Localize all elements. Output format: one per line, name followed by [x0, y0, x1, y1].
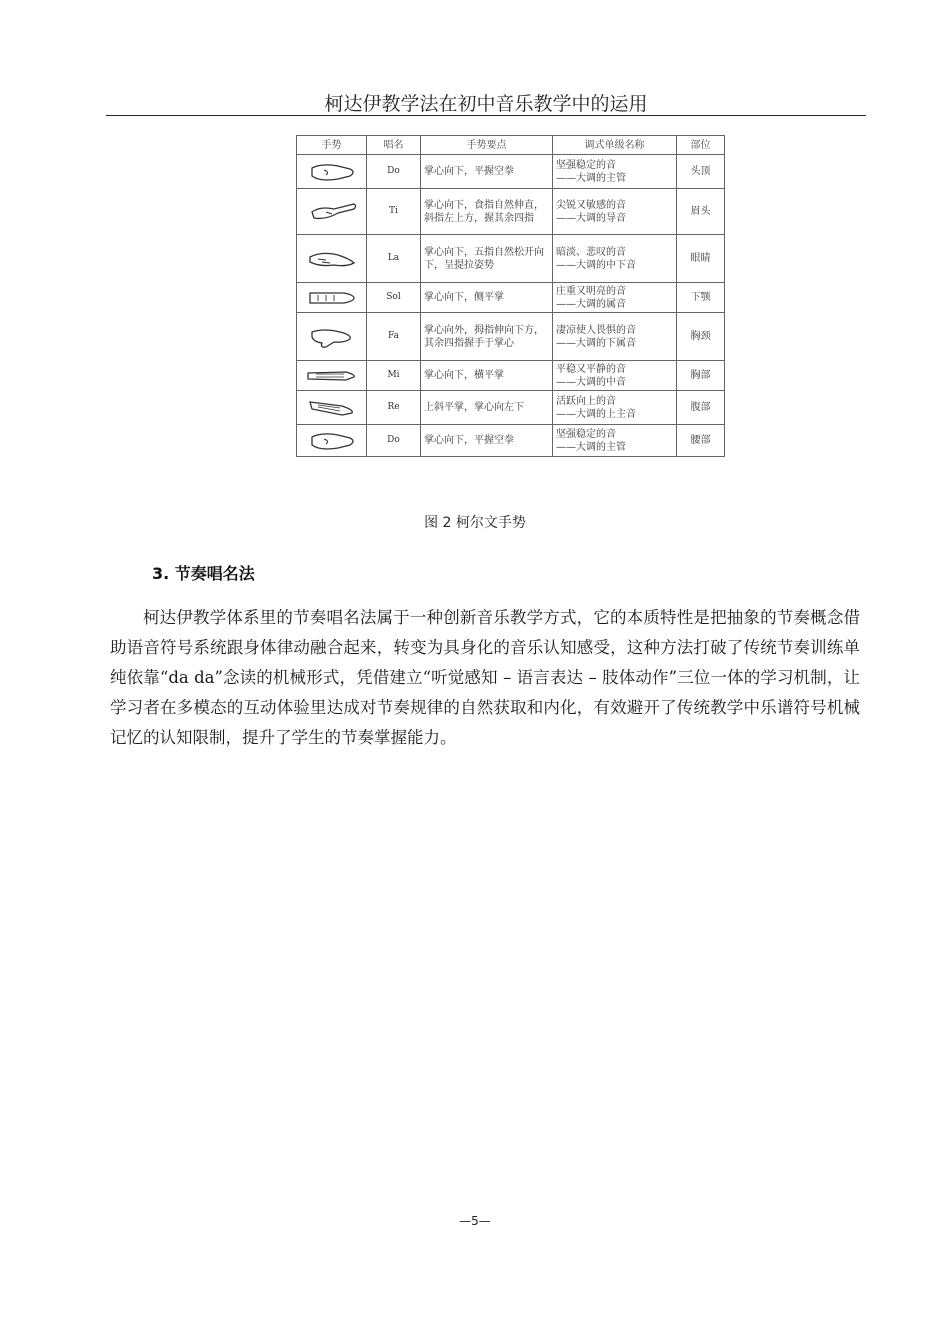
hand-sign-cell [297, 313, 367, 361]
column-header: 手势 [297, 136, 367, 155]
solfege-syllable: Do [367, 155, 421, 189]
scale-degree-quality: 坚强稳定的音 [556, 428, 616, 440]
scale-degree-quality: 凄凉使人畏惧的音 [556, 324, 636, 336]
scale-degree-quality: 坚强稳定的音 [556, 159, 616, 171]
scale-degree-quality: 活跃向上的音 [556, 395, 616, 407]
scale-degree-function: ——大调的主管 [556, 441, 626, 453]
scale-degree-name [553, 235, 677, 283]
scale-degree-quality: 庄重又明亮的音 [556, 285, 626, 297]
running-header: 柯达伊教学法在初中音乐教学中的运用 [324, 93, 648, 115]
column-header: 部位 [677, 136, 725, 155]
scale-degree-function: ——大调的下属音 [556, 337, 636, 349]
body-position: 胸颈 [677, 313, 725, 361]
header-rule [106, 115, 866, 116]
hand-sign-cell [297, 283, 367, 313]
hand-sign-icon [304, 200, 360, 224]
table-row [297, 313, 725, 361]
hand-sign-points: 掌心向下，平握空拳 [421, 425, 553, 457]
table-row [297, 189, 725, 235]
body-position: 眼睛 [677, 235, 725, 283]
scale-degree-function: ——大调的上主音 [556, 408, 636, 420]
scale-degree-quality: 尖锐又敏感的音 [556, 199, 626, 211]
hand-sign-cell [297, 391, 367, 425]
body-position: 腹部 [677, 391, 725, 425]
body-position: 眉头 [677, 189, 725, 235]
hand-sign-cell [297, 425, 367, 457]
solfege-syllable: Mi [367, 361, 421, 391]
table-row [297, 155, 725, 189]
scale-degree-name [553, 313, 677, 361]
curwen-hand-sign-table [296, 135, 725, 457]
hand-sign-icon [304, 247, 360, 271]
column-header: 唱名 [367, 136, 421, 155]
body-position: 腰部 [677, 425, 725, 457]
body-position: 下颚 [677, 283, 725, 313]
table-row [297, 235, 725, 283]
scale-degree-name [553, 155, 677, 189]
column-header: 手势要点 [421, 136, 553, 155]
solfege-syllable: La [367, 235, 421, 283]
figure-caption: 图 2 柯尔文手势 [424, 515, 526, 531]
curwen-hand-sign-figure [296, 135, 724, 457]
hand-sign-points: 掌心向下，食指自然伸直，斜指左上方，握其余四指 [421, 189, 553, 235]
scale-degree-function: ——大调的属音 [556, 298, 626, 310]
hand-sign-icon [304, 160, 360, 184]
body-position: 胸部 [677, 361, 725, 391]
table-row [297, 391, 725, 425]
hand-sign-points: 掌心向下，横平掌 [421, 361, 553, 391]
solfege-syllable: Sol [367, 283, 421, 313]
table-row [297, 425, 725, 457]
hand-sign-icon [304, 364, 360, 388]
table-row [297, 361, 725, 391]
table-header-row [297, 136, 725, 155]
scale-degree-quality: 暗淡、悲叹的音 [556, 246, 626, 258]
table-row [297, 283, 725, 313]
scale-degree-name [553, 391, 677, 425]
scale-degree-name [553, 189, 677, 235]
solfege-syllable: Fa [367, 313, 421, 361]
scale-degree-name [553, 425, 677, 457]
body-paragraph: 柯达伊教学体系里的节奏唱名法属于一种创新音乐教学方式，它的本质特性是把抽象的节奏概念借助语音符号系统跟身体律动融合起来，转变为具身化的音乐认知感受，这种方法打破了传统节奏训练单纯依靠“da da”念读的机械形式，凭借建立“听觉感知 – 语言表达 – 肢体动作”三位一体的学习机制，让学习者在多模态的互动体验里达成对节奏规律的自然获取和内化，有效避开了传统教学中乐谱符号机械记忆的认知限制，提升了学生的节奏掌握能力。 [110, 608, 860, 747]
page-number: —5— [459, 1214, 491, 1228]
hand-sign-cell [297, 361, 367, 391]
hand-sign-points: 上斜平掌，掌心向左下 [421, 391, 553, 425]
body-position: 头顶 [677, 155, 725, 189]
hand-sign-points: 掌心向下，平握空拳 [421, 155, 553, 189]
solfege-syllable: Re [367, 391, 421, 425]
hand-sign-points: 掌心向下，五指自然松开向下，呈提拉姿势 [421, 235, 553, 283]
hand-sign-cell [297, 155, 367, 189]
section-heading: 3. 节奏唱名法 [152, 564, 255, 583]
column-header: 调式单级名称 [553, 136, 677, 155]
hand-sign-icon [304, 325, 360, 349]
solfege-syllable: Do [367, 425, 421, 457]
scale-degree-quality: 平稳又平静的音 [556, 363, 626, 375]
solfege-syllable: Ti [367, 189, 421, 235]
hand-sign-points: 掌心向外，拇指伸向下方，其余四指握手于掌心 [421, 313, 553, 361]
scale-degree-function: ——大调的导音 [556, 212, 626, 224]
scale-degree-name [553, 283, 677, 313]
hand-sign-cell [297, 189, 367, 235]
scale-degree-function: ——大调的主管 [556, 172, 626, 184]
scale-degree-function: ——大调的中音 [556, 376, 626, 388]
hand-sign-icon [304, 396, 360, 420]
scale-degree-function: ——大调的中下音 [556, 259, 636, 271]
hand-sign-cell [297, 235, 367, 283]
scale-degree-name [553, 361, 677, 391]
hand-sign-icon [304, 429, 360, 453]
hand-sign-points: 掌心向下，侧平掌 [421, 283, 553, 313]
hand-sign-icon [304, 286, 360, 310]
